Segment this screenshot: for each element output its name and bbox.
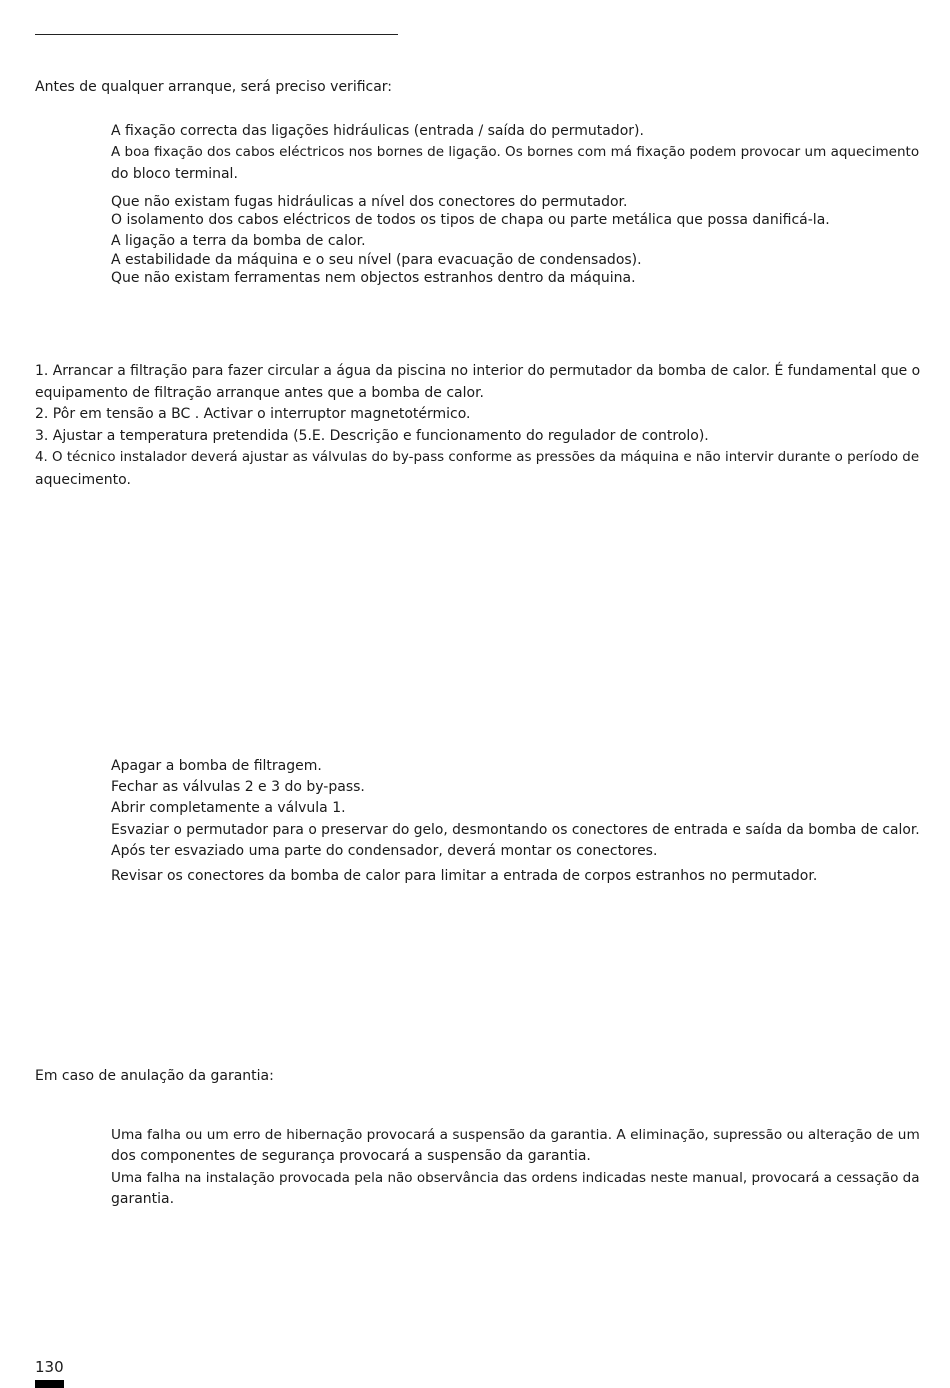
check-item: A boa fixação dos cabos eléctricos nos bornes de ligação. Os bornes com má fixação podem provocar um aquecimento <box>111 144 920 160</box>
winter-item: Abrir completamente a válvula 1. <box>111 800 346 816</box>
warranty-line: dos componentes de segurança provocará a suspensão da garantia. <box>111 1148 591 1164</box>
step-line: 2. Pôr em tensão a BC . Activar o interruptor magnetotérmico. <box>35 406 471 422</box>
step-line: aquecimento. <box>35 472 131 488</box>
winter-item: Fechar as válvulas 2 e 3 do by-pass. <box>111 779 365 795</box>
warranty-line: garantia. <box>111 1191 175 1207</box>
warranty-intro: Em caso de anulação da garantia: <box>35 1068 274 1084</box>
page-number: 130 <box>35 1358 64 1376</box>
check-item: Que não existam ferramentas nem objectos estranhos dentro da máquina. <box>111 270 636 286</box>
check-item: Que não existam fugas hidráulicas a nível dos conectores do permutador. <box>111 194 628 210</box>
warranty-line: Uma falha na instalação provocada pela não observância das ordens indicadas neste manual, provocará a cessação da <box>111 1170 920 1186</box>
winter-item: Apagar a bomba de filtragem. <box>111 758 322 774</box>
intro-text: Antes de qualquer arranque, será preciso verificar: <box>35 79 393 95</box>
step-line: 4. O técnico instalador deverá ajustar as válvulas do by-pass conforme as pressões da máquina e não intervir durante o período de <box>35 450 920 465</box>
top-rule <box>35 34 398 35</box>
check-item: do bloco terminal. <box>111 166 238 182</box>
winter-item: Revisar os conectores da bomba de calor para limitar a entrada de corpos estranhos no permutador. <box>111 868 818 884</box>
check-item: A estabilidade da máquina e o seu nível (para evacuação de condensados). <box>111 252 642 268</box>
winter-item: Após ter esvaziado uma parte do condensador, deverá montar os conectores. <box>111 843 658 859</box>
warranty-line: Uma falha ou um erro de hibernação provocará a suspensão da garantia. A eliminação, supressão ou alteração de um <box>111 1127 920 1143</box>
step-line: equipamento de filtração arranque antes que a bomba de calor. <box>35 385 485 401</box>
check-item: O isolamento dos cabos eléctricos de todos os tipos de chapa ou parte metálica que possa danificá-la. <box>111 212 830 228</box>
step-line: 1. Arrancar a filtração para fazer circular a água da piscina no interior do permutador da bomba de calor. É fundamental que o <box>35 363 921 379</box>
check-item: A ligação a terra da bomba de calor. <box>111 233 366 249</box>
winter-item: Esvaziar o permutador para o preservar do gelo, desmontando os conectores de entrada e saída da bomba de calor. <box>111 822 920 838</box>
check-item: A fixação correcta das ligações hidráulicas (entrada / saída do permutador). <box>111 123 644 139</box>
page-bar <box>35 1380 64 1388</box>
step-line: 3. Ajustar a temperatura pretendida (5.E. Descrição e funcionamento do regulador de controlo). <box>35 428 709 444</box>
